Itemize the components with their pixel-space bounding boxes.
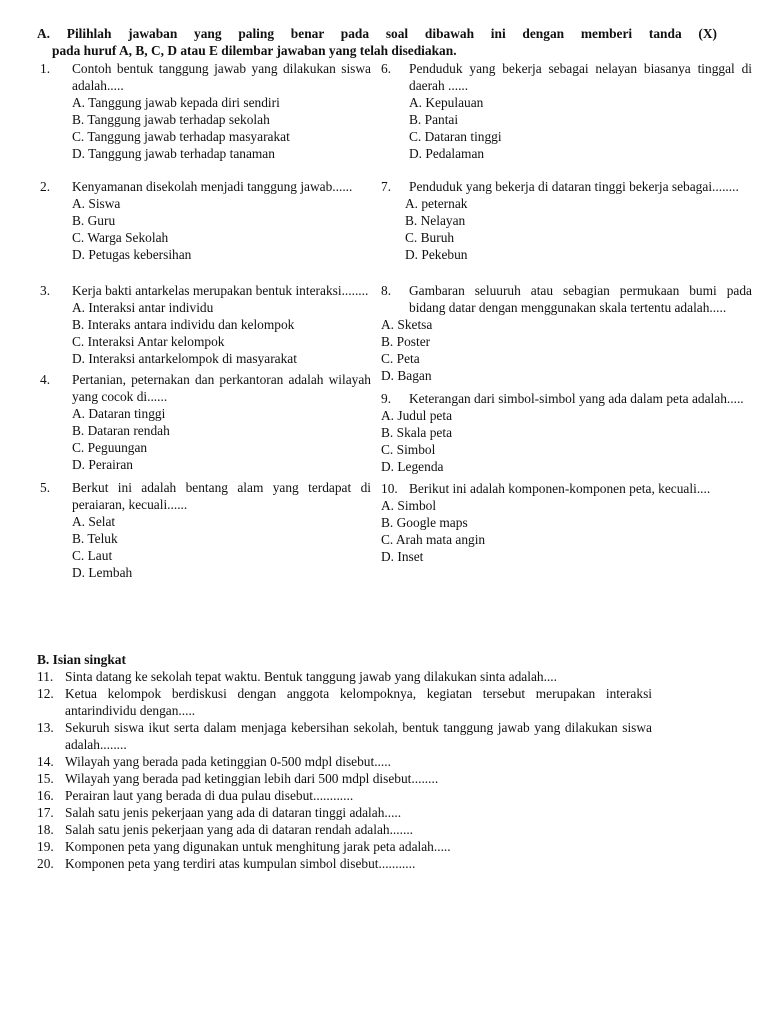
short-answer-list — [37, 668, 652, 872]
option-c: C. Peguungan — [72, 440, 148, 455]
question-number: 7. — [381, 179, 392, 194]
option-c: C. Buruh — [405, 230, 455, 245]
option-c: C. Laut — [72, 548, 113, 563]
option-d: D. Inset — [381, 549, 424, 564]
question-text: Penduduk yang bekerja di dataran tinggi bekerja sebagai........ — [409, 179, 739, 194]
question-2 — [40, 178, 371, 263]
option-d: D. Pedalaman — [409, 146, 485, 161]
option-a: A. Siswa — [72, 196, 121, 211]
question-text: Keterangan dari simbol-simbol yang ada dalam peta adalah..... — [409, 391, 744, 406]
option-d: D. Lembah — [72, 565, 133, 580]
question-text: Penduduk yang bekerja sebagai nelayan biasanya tinggal di daerah ...... — [409, 61, 752, 93]
question-4 — [40, 371, 371, 473]
option-b: B. Poster — [381, 334, 431, 349]
question-3 — [40, 282, 371, 367]
question-number: 5. — [40, 480, 51, 495]
item-number: 20. — [37, 856, 54, 871]
question-1 — [40, 60, 371, 162]
option-b: B. Tanggung jawab terhadap sekolah — [72, 112, 270, 127]
option-b: B. Dataran rendah — [72, 423, 170, 438]
item-number: 14. — [37, 754, 54, 769]
question-6 — [381, 60, 752, 162]
question-5 — [40, 479, 371, 581]
question-number: 10. — [381, 481, 398, 496]
item-text: Wilayah yang berada pad ketinggian lebih dari 500 mdpl disebut........ — [65, 771, 439, 786]
option-b: B. Guru — [72, 213, 116, 228]
question-number: 9. — [381, 391, 392, 406]
question-number: 1. — [40, 61, 51, 76]
option-b: B. Nelayan — [405, 213, 466, 228]
item-number: 12. — [37, 686, 54, 701]
section-a-instruction-line2: pada huruf A, B, C, D atau E dilembar jawaban yang telah disediakan. — [52, 43, 457, 58]
option-d: D. Legenda — [381, 459, 444, 474]
option-a: A. Judul peta — [381, 408, 453, 423]
item-number: 11. — [37, 669, 54, 684]
short-answer-item-18 — [37, 821, 652, 838]
option-d: D. Pekebun — [405, 247, 468, 262]
option-a: A. Kepulauan — [409, 95, 484, 110]
section-b-heading: B. Isian singkat — [37, 652, 126, 667]
option-c: C. Dataran tinggi — [409, 129, 502, 144]
short-answer-item-11 — [37, 668, 652, 685]
item-text: Sekuruh siswa ikut serta dalam menjaga kebersihan sekolah, bentuk tanggung jawab yang dilakukan siswa adalah........ — [65, 720, 652, 752]
short-answer-item-12 — [37, 685, 652, 719]
question-text: Gambaran seluuruh atau sebagian permukaan bumi pada bidang datar dengan menggunakan skala tertentu adalah..... — [409, 283, 752, 315]
item-text: Komponen peta yang digunakan untuk menghitung jarak peta adalah..... — [65, 839, 451, 854]
option-a: A. Sketsa — [381, 317, 433, 332]
item-number: 16. — [37, 788, 54, 803]
question-9 — [381, 390, 752, 475]
option-c: C. Tanggung jawab terhadap masyarakat — [72, 129, 290, 144]
item-text: Salah satu jenis pekerjaan yang ada di dataran tinggi adalah..... — [65, 805, 402, 820]
item-text: Sinta datang ke sekolah tepat waktu. Bentuk tanggung jawab yang dilakukan sinta adalah.... — [65, 669, 557, 684]
short-answer-item-16 — [37, 787, 652, 804]
short-answer-item-17 — [37, 804, 652, 821]
item-text: Salah satu jenis pekerjaan yang ada di dataran rendah adalah....... — [65, 822, 414, 837]
option-a: A. Dataran tinggi — [72, 406, 166, 421]
option-d: D. Bagan — [381, 368, 432, 383]
short-answer-item-15 — [37, 770, 652, 787]
option-d: D. Interaksi antarkelompok di masyarakat — [72, 351, 297, 366]
short-answer-item-13 — [37, 719, 652, 753]
option-a: A. Interaksi antar individu — [72, 300, 214, 315]
option-b: B. Google maps — [381, 515, 468, 530]
question-number: 6. — [381, 61, 392, 76]
item-number: 15. — [37, 771, 54, 786]
left-question-column — [40, 60, 371, 581]
right-question-column — [381, 60, 752, 565]
option-b: B. Teluk — [72, 531, 118, 546]
option-b: B. Skala peta — [381, 425, 453, 440]
question-text: Contoh bentuk tanggung jawab yang dilakukan siswa adalah..... — [72, 61, 371, 93]
item-text: Perairan laut yang berada di dua pulau disebut............ — [65, 788, 354, 803]
option-b: B. Pantai — [409, 112, 459, 127]
short-answer-item-20 — [37, 855, 652, 872]
option-a: A. peternak — [405, 196, 468, 211]
question-text: Berkut ini adalah bentang alam yang terdapat di peraiaran, kecuali...... — [72, 480, 371, 512]
section-a-instruction-line1: A. Pilihlah jawaban yang paling benar pada soal dibawah ini dengan memberi tanda (X) — [37, 26, 717, 41]
question-number: 8. — [381, 283, 392, 298]
item-number: 19. — [37, 839, 54, 854]
question-number: 4. — [40, 372, 51, 387]
short-answer-item-14 — [37, 753, 652, 770]
item-text: Ketua kelompok berdiskusi dengan anggota kelompoknya, kegiatan tersebut merupakan interaksi antarindividu dengan..... — [65, 686, 652, 718]
question-text: Kerja bakti antarkelas merupakan bentuk interaksi........ — [72, 283, 369, 298]
item-number: 13. — [37, 720, 54, 735]
short-answer-item-19 — [37, 838, 652, 855]
option-a: A. Simbol — [381, 498, 437, 513]
option-d: D. Petugas kebersihan — [72, 247, 192, 262]
question-8 — [381, 282, 752, 384]
option-c: C. Interaksi Antar kelompok — [72, 334, 225, 349]
option-b: B. Interaks antara individu dan kelompok — [72, 317, 295, 332]
option-c: C. Warga Sekolah — [72, 230, 169, 245]
question-10 — [381, 480, 752, 565]
option-c: C. Peta — [381, 351, 420, 366]
option-d: D. Perairan — [72, 457, 133, 472]
item-text: Komponen peta yang terdiri atas kumpulan simbol disebut........... — [65, 856, 416, 871]
question-text: Kenyamanan disekolah menjadi tanggung jawab...... — [72, 179, 353, 194]
option-c: C. Simbol — [381, 442, 436, 457]
item-number: 17. — [37, 805, 54, 820]
section-a-heading — [37, 25, 717, 59]
question-text: Berikut ini adalah komponen-komponen peta, kecuali.... — [409, 481, 711, 496]
question-number: 2. — [40, 179, 51, 194]
item-text: Wilayah yang berada pada ketinggian 0-500 mdpl disebut..... — [65, 754, 391, 769]
question-text: Pertanian, peternakan dan perkantoran adalah wilayah yang cocok di...... — [72, 372, 371, 404]
option-a: A. Tanggung jawab kepada diri sendiri — [72, 95, 280, 110]
question-7 — [381, 178, 752, 263]
item-number: 18. — [37, 822, 54, 837]
option-d: D. Tanggung jawab terhadap tanaman — [72, 146, 275, 161]
option-c: C. Arah mata angin — [381, 532, 486, 547]
option-a: A. Selat — [72, 514, 116, 529]
question-number: 3. — [40, 283, 51, 298]
